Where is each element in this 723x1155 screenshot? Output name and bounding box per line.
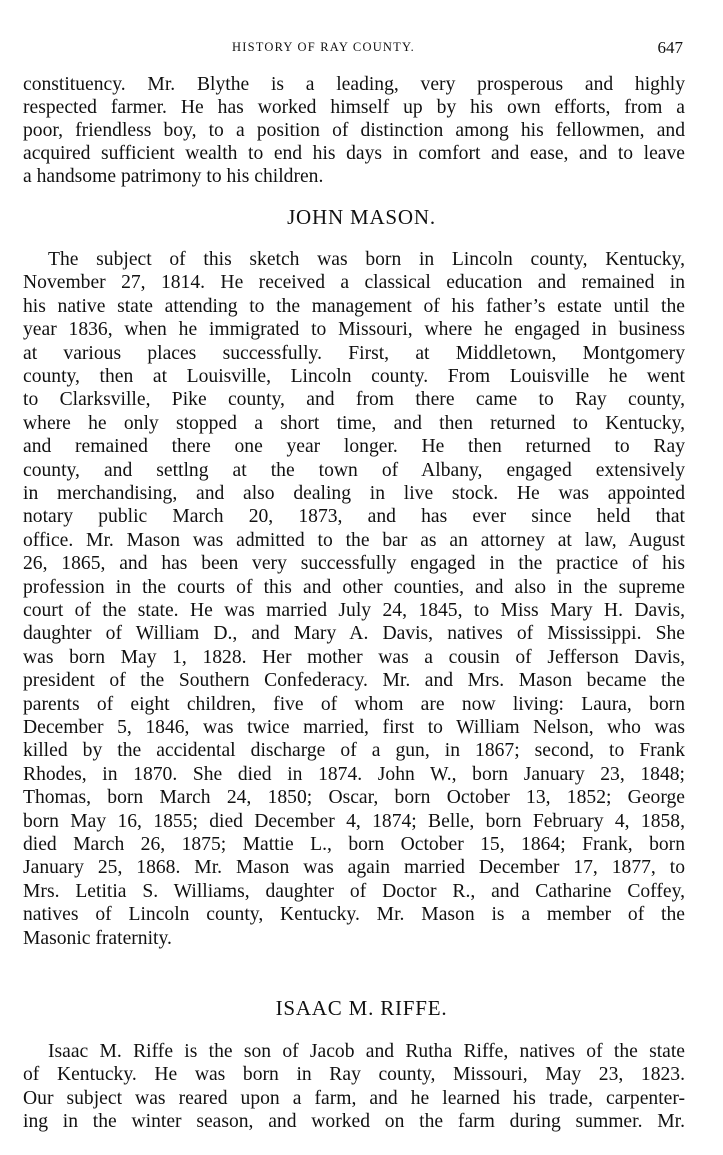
text-line: constituency. Mr. Blythe is a leading, very prosperous and highly — [23, 74, 685, 95]
text-line: parents of eight children, five of whom are now living: Laura, born — [23, 693, 685, 715]
page-number: 647 — [657, 38, 683, 57]
text-line: and remained there one year longer. He then returned to Ray — [23, 436, 685, 458]
text-line: court of the state. He was married July 24, 1845, to Miss Mary H. Davis, — [23, 600, 685, 621]
text-line: born May 16, 1855; died December 4, 1874; Belle, born February 4, 1858, — [23, 810, 685, 832]
text-line: where he only stopped a short time, and then returned to Kentucky, — [23, 412, 685, 434]
text-line: acquired sufficient wealth to end his days in comfort and ease, and to leave — [23, 143, 685, 164]
text-line: natives of Lincoln county, Kentucky. Mr. Mason is a member of the — [23, 904, 685, 926]
text-line: office. Mr. Mason was admitted to the bar as an attorney at law, August — [23, 529, 685, 551]
text-line: Thomas, born March 24, 1850; Oscar, born October 13, 1852; George — [23, 787, 685, 809]
text-line: Rhodes, in 1870. She died in 1874. John W., born January 23, 1848; — [23, 763, 685, 785]
text-line: was born May 1, 1828. Her mother was a cousin of Jefferson Davis, — [23, 646, 685, 668]
text-line: 26, 1865, and has been very successfully engaged in the practice of his — [23, 553, 685, 575]
text-line: December 5, 1846, was twice married, first to William Nelson, who was — [23, 717, 685, 738]
text-line: at various places successfully. First, at Middletown, Montgomery — [23, 342, 685, 364]
text-line: Isaac M. Riffe is the son of Jacob and Rutha Riffe, natives of the state — [48, 1041, 685, 1062]
text-line: county, and settlng at the town of Albany, engaged extensively — [23, 459, 685, 481]
text-line: county, then at Louisville, Lincoln county. From Louisville he went — [23, 366, 685, 387]
text-line: of Kentucky. He was born in Ray county, Missouri, May 23, 1823. — [23, 1064, 685, 1086]
text-line: November 27, 1814. He received a classical education and remained in — [23, 272, 685, 294]
text-line: ing in the winter season, and worked on the farm during summer. Mr. — [23, 1111, 685, 1133]
text-line: Mrs. Letitia S. Williams, daughter of Doctor R., and Catharine Coffey, — [23, 880, 685, 902]
text-line: daughter of William D., and Mary A. Davis, natives of Mississippi. She — [23, 623, 685, 645]
text-line: a handsome patrimony to his children. — [23, 166, 324, 187]
text-line: his native state attending to the management of his father’s estate until the — [23, 295, 685, 317]
text-line: notary public March 20, 1873, and has ever since held that — [23, 506, 685, 528]
text-line: year 1836, when he immigrated to Missouri, where he engaged in business — [23, 319, 685, 341]
section-heading-isaac-m-riffe: ISAAC M. RIFFE. — [275, 996, 448, 1020]
text-line: died March 26, 1875; Mattie L., born October 15, 1864; Frank, born — [23, 834, 685, 855]
text-line: Our subject was reared upon a farm, and he learned his trade, carpenter- — [23, 1087, 685, 1109]
text-line: killed by the accidental discharge of a gun, in 1867; second, to Frank — [23, 740, 685, 762]
text-line: profession in the courts of this and other counties, and also in the supreme — [23, 576, 685, 598]
text-line: president of the Southern Confederacy. Mr. and Mrs. Mason became the — [23, 670, 685, 692]
text-line: poor, friendless boy, to a position of distinction among his fellowmen, and — [23, 120, 685, 141]
text-line: The subject of this sketch was born in Lincoln county, Kentucky, — [48, 249, 685, 270]
text-line: to Clarksville, Pike county, and from there came to Ray county, — [23, 389, 685, 411]
running-header-title: HISTORY OF RAY COUNTY. — [232, 40, 415, 54]
text-line: in merchandising, and also dealing in live stock. He was appointed — [23, 483, 685, 504]
text-line: January 25, 1868. Mr. Mason was again married December 17, 1877, to — [23, 857, 685, 879]
section-heading-john-mason: JOHN MASON. — [287, 205, 436, 229]
running-header — [0, 38, 723, 62]
text-line: Masonic fraternity. — [23, 927, 172, 949]
text-line: respected farmer. He has worked himself up by his own efforts, from a — [23, 97, 685, 118]
